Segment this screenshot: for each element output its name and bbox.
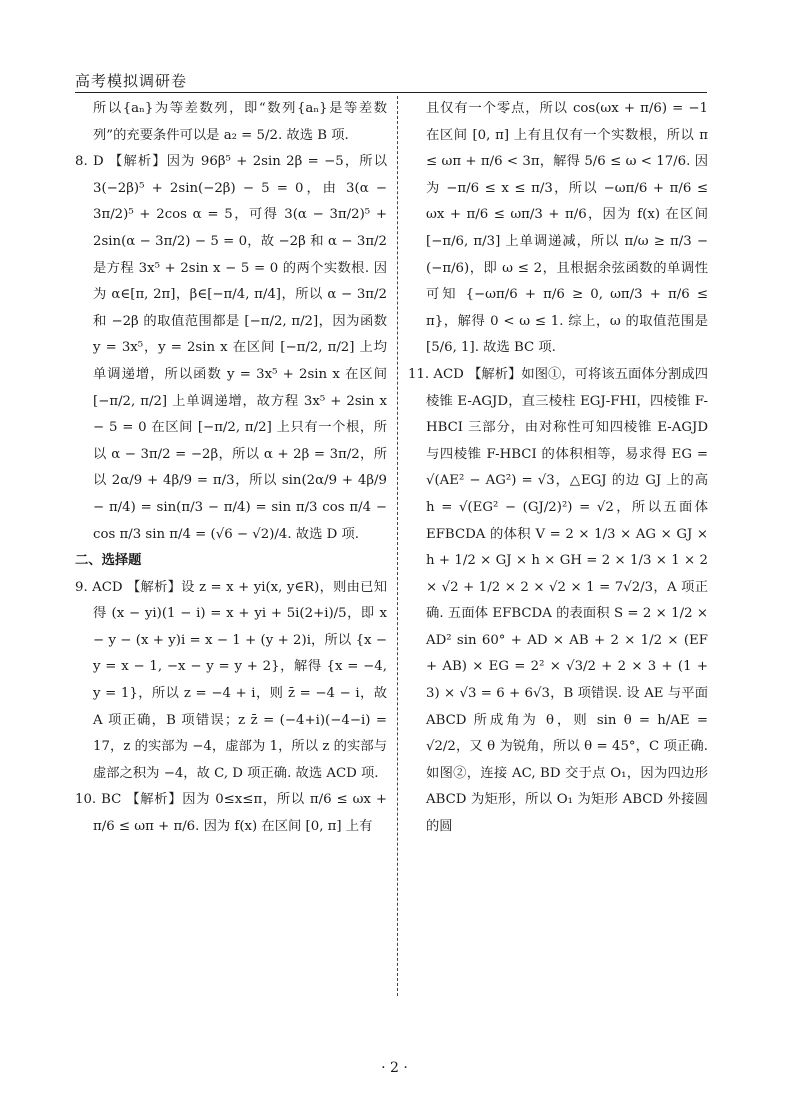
solution-paragraph: 9. ACD 【解析】设 z = x + yi(x, y∈R)，则由已知得 (x − yi)(1 − i) = x + yi + 5i(2+i)/5，即 x − y − (x + y)i = x − 1 + (y + 2)i，所以 {x − y = x − 1, −x − y = y + 2}，解得 {x = −4, y = 1}，所以 z = −4 + i，则 z̄ = −4 − i，故 A 项正确，B 项错误；z z̄ = (−4+i)(−4−i) = 17，z 的实部为 −4，虚部为 1，所以 z 的实部与虚部之积为 −4，故 C, D 项正确. 故选 ACD 项.: [75, 579, 387, 781]
page-number: · 2 ·: [381, 1060, 408, 1076]
right-column: [408, 96, 708, 841]
column-divider: [397, 96, 398, 996]
solution-paragraph: 且仅有一个零点，所以 cos(ωx + π/6) = −1 在区间 [0, π] 上有且仅有一个实数根，所以 π ≤ ωπ + π/6 < 3π，解得 5/6 ≤ ω < 17/6. 因为 −π/6 ≤ x ≤ π/3，所以 −ωπ/6 + π/6 ≤ ωx + π/6 ≤ ωπ/3 + π/6，因为 f(x) 在区间 [−π/6, π/3] 上单调递减，所以 π/ω ≥ π/3 − (−π/6)，即 ω ≤ 2，且根据余弦函数的单调性可知 {−ωπ/6 + π/6 ≥ 0, ωπ/3 + π/6 ≤ π}，解得 0 < ω ≤ 1. 综上，ω 的取值范围是 [5/6, 1]. 故选 BC 项.: [426, 101, 708, 356]
solution-paragraph: 8. D 【解析】因为 96β⁵ + 2sin 2β = −5，所以 3(−2β)⁵ + 2sin(−2β) − 5 = 0，由 3(α − 3π/2)⁵ + 2cos α = 5，可得 3(α − 3π/2)⁵ + 2sin(α − 3π/2) − 5 = 0，故 −2β 和 α − 3π/2 是方程 3x⁵ + 2sin x − 5 = 0 的两个实数根. 因为 α∈[π, 2π]，β∈[−π/4, π/4]，所以 α − 3π/2 和 −2β 的取值范围都是 [−π/2, π/2]，因为函数 y = 3x⁵，y = 2sin x 在区间 [−π/2, π/2] 上均单调递增，所以函数 y = 3x⁵ + 2sin x 在区间 [−π/2, π/2] 上单调递增，故方程 3x⁵ + 2sin x − 5 = 0 在区间 [−π/2, π/2] 上只有一个根，所以 α − 3π/2 = −2β，所以 α + 2β = 3π/2，所以 2α/9 + 4β/9 = π/3，所以 sin(2α/9 + 4β/9 − π/4) = sin(π/3 − π/4) = sin π/3 cos π/4 − cos π/3 sin π/4 = (√6 − √2)/4. 故选 D 项.: [75, 154, 387, 542]
solution-paragraph: 10. BC 【解析】因为 0≤x≤π，所以 π/6 ≤ ωx + π/6 ≤ ωπ + π/6. 因为 f(x) 在区间 [0, π] 上有: [75, 792, 387, 835]
solution-paragraph: 所以{aₙ}为等差数列，即“数列{aₙ}是等差数列”的充要条件可以是 a₂ = 5/2. 故选 B 项.: [93, 101, 387, 143]
section-heading: 二、选择题: [75, 553, 142, 569]
page-header: [75, 70, 707, 93]
solution-paragraph: 11. ACD 【解析】如图①，可将该五面体分割成四棱锥 E-AGJD，直三棱柱 EGJ-FHI，四棱锥 F-HBCI 三部分，由对称性可知四棱锥 E-AGJD 与四棱锥 F-HBCI 的体积相等，易求得 EG = √(AE² − AG²) = √3，△EGJ 的边 GJ 上的高 h = √(EG² − (GJ/2)²) = √2，所以五面体 EFBCDA 的体积 V = 2 × 1/3 × AG × GJ × h + 1/2 × GJ × h × GH = 2 × 1/3 × 1 × 2 × √2 + 1/2 × 2 × √2 × 1 = 7√2/3，A 项正确. 五面体 EFBCDA 的表面积 S = 2 × 1/2 × AD² sin 60° + AD × AB + 2 × 1/2 × (EF + AB) × EG = 2² × √3/2 + 2 × 3 + (1 + 3) × √3 = 6 + 6√3，B 项错误. 设 AE 与平面 ABCD 所成角为 θ，则 sin θ = h/AE = √2/2，又 θ 为锐角，所以 θ = 45°，C 项正确. 如图②，连接 AC, BD 交于点 O₁，因为四边形 ABCD 为矩形，所以 O₁ 为矩形 ABCD 外接圆的圆: [408, 366, 708, 835]
left-column: [75, 96, 387, 841]
header-title: 高考模拟调研卷: [75, 72, 188, 90]
